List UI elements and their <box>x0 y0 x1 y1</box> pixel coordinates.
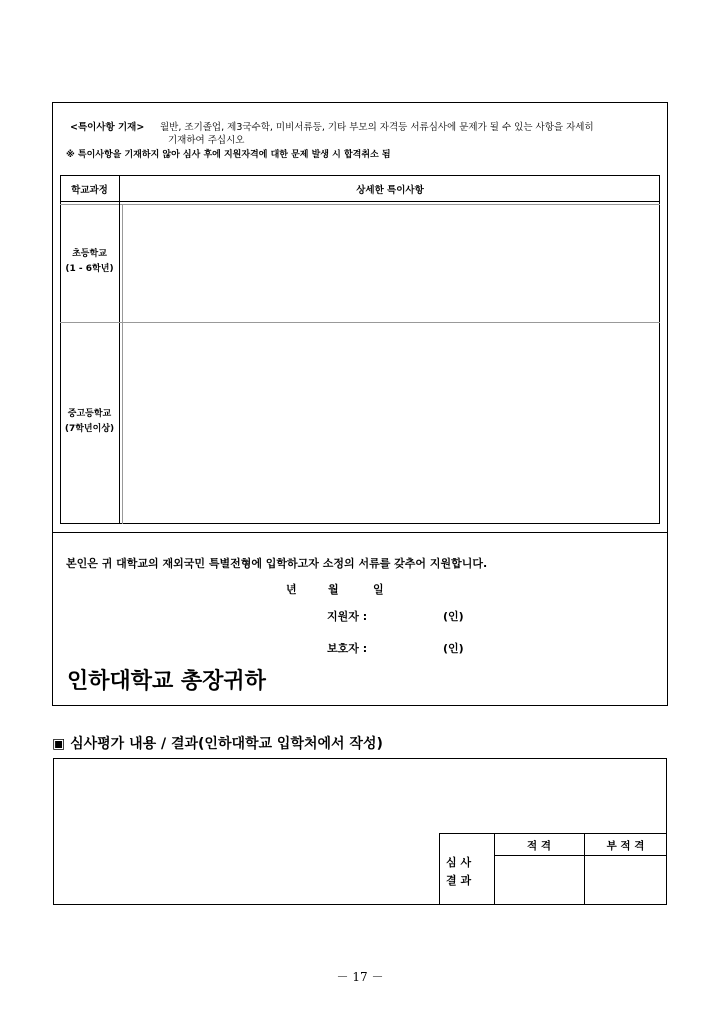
pass-checkbox-cell[interactable] <box>496 857 583 904</box>
result-label-line2: 결 과 <box>446 874 472 887</box>
addressee: 인하대학교 총장귀하 <box>67 669 266 694</box>
result-header-divider <box>494 855 667 856</box>
elementary-detail-field[interactable] <box>124 206 658 321</box>
table-row-elementary-label <box>60 247 119 277</box>
applicant-name-field[interactable] <box>375 605 435 623</box>
row-sublabel: (1 - 6학년) <box>65 264 114 274</box>
column-header-detail: 상세한 특이사항 <box>356 185 424 196</box>
declaration-text: 본인은 귀 대학교의 재외국민 특별전형에 입학하고자 소정의 서류를 갖추어 지원합니다. <box>66 557 488 570</box>
notice-body-line2: 기재하여 주십시오 <box>168 135 245 146</box>
notice-body-line1: 월반, 조기졸업, 제3국수학, 미비서류등, 기타 부모의 자격등 서류심사에 문제가 될 수 있는 사항을 자세히 <box>160 122 594 133</box>
date-day: 일 <box>373 583 384 596</box>
pass-column-header: 적 격 <box>527 840 551 852</box>
table-header-divider-double <box>60 204 660 205</box>
row-label: 초등학교 <box>72 249 107 259</box>
fail-checkbox-cell[interactable] <box>586 857 666 904</box>
notice-title: <특이사항 기재> <box>70 122 145 133</box>
applicant-seal: (인) <box>443 610 464 623</box>
result-label-line1: 심 사 <box>446 856 472 869</box>
row-label: 중고등학교 <box>67 409 112 419</box>
table-column-divider-double <box>122 204 123 524</box>
guardian-seal: (인) <box>443 642 464 655</box>
fail-column-header: 부 적 격 <box>606 840 645 852</box>
date-month: 월 <box>328 583 339 596</box>
applicant-label: 지원자 : <box>327 610 368 623</box>
table-row-secondary-label <box>60 407 119 437</box>
date-year: 년 <box>286 583 297 596</box>
table-column-divider <box>119 175 120 524</box>
table-row-divider <box>60 322 660 323</box>
secondary-detail-field[interactable] <box>124 324 658 522</box>
guardian-name-field[interactable] <box>375 637 435 655</box>
row-sublabel: (7학년이상) <box>64 424 115 434</box>
page-number: － 17 － <box>336 970 384 984</box>
column-header-school: 학교과정 <box>71 185 108 196</box>
guardian-label: 보호자 : <box>327 642 368 655</box>
result-table-left-border <box>439 833 440 905</box>
notice-warning: ※ 특이사항을 기재하지 않아 심사 후에 지원자격에 대한 문제 발생 시 합격취소 됨 <box>66 150 391 160</box>
review-section-title: ▣ 심사평가 내용 / 결과(인하대학교 입학처에서 작성) <box>52 736 383 752</box>
declaration-divider <box>52 532 668 533</box>
result-table-top-border <box>439 833 667 834</box>
table-header-divider <box>60 201 660 202</box>
